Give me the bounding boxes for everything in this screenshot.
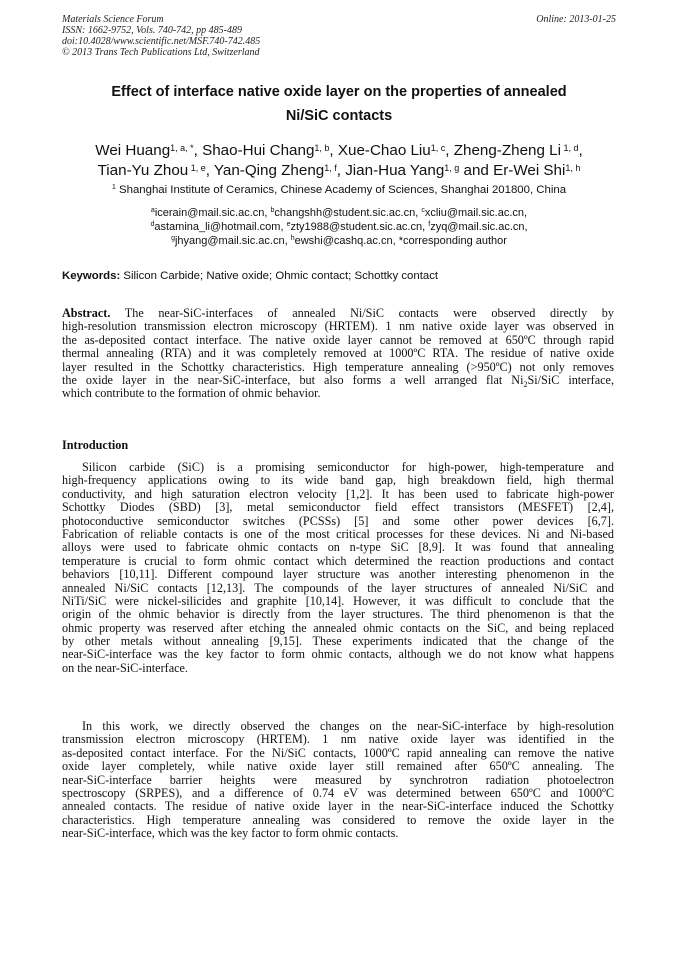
author-sup: 1, e [188,163,206,173]
subscript: 2 [523,379,528,389]
paragraph-line: near-SiC-interface barrier heights were measured by synchrotron radiation photoelectron [62,772,614,787]
abstract-line: which contribute to the formation of ohmic behavior. [62,386,321,401]
author-sup: 1, g [444,163,460,173]
affiliation-sup: 1 [111,184,116,191]
email-sup: h [290,235,295,242]
author-emails [62,206,616,248]
author-sup: 1, b [314,143,330,153]
paragraph-line: Silicon carbide (SiC) is a promising semiconductor for high-power, high-temperature and [82,460,614,474]
abstract-label: Abstract. [62,306,111,320]
email-sup: a [150,207,155,214]
author-sep: , [578,142,583,159]
paragraph-line: near-SiC-interface was the key factor to form ohmic contacts, although we do not know what happens [62,647,614,662]
introduction-paragraph-1 [62,461,614,675]
author-sup: 1, d [560,143,579,153]
email-text: zty1988@student.sic.ac.cn, [290,221,429,233]
email-sup: f [428,221,431,228]
email-text: xcliu@mail.sic.ac.cn, [424,207,528,219]
paragraph-line: annealed contacts. The residue of native oxide layer in the near-SiC-interface induced the Schottky [62,799,614,814]
keywords-text: Silicon Carbide; Native oxide; Ohmic contact; Schottky contact [120,270,439,282]
author-sup: 1, c [430,143,446,153]
email-sup: g [171,235,175,242]
paragraph-line: alloys were used to fabricate ohmic contacts on n-type SiC [8,9]. It was found that annealing [62,540,614,555]
journal-header [62,14,616,58]
paragraph-line: spectroscopy (SRPES), and a difference of 0.74 eV was determined between 650ºC and 1000ºC [62,785,614,800]
paragraph-line: origin of the ohmic behavior is directly from the layer structures. The third phenomenon is that the [62,607,614,622]
paragraph-line: NiTi/SiC were nickel-silicides and graphite [10,14]. However, it was difficult to conclude that the [62,593,614,608]
paragraph-line: In this work, we directly observed the changes on the near-SiC-interface by high-resolution [82,719,614,733]
author-sep: , [205,162,214,179]
email-line-1 [62,206,616,220]
paragraph-line: Schottky Diodes (SBD) [3], metal semiconductor field effect transistors (MESFET) [2,4], [62,500,614,515]
author-sep: and [459,162,494,179]
section-heading-introduction: Introduction [62,438,129,452]
doi-line: doi:10.4028/www.scientific.net/MSF.740-742.485 [62,36,261,47]
author-sup: 1, h [565,163,581,173]
paragraph-line: Fabrication of reliable contacts is one of the most critical processes for these devices. Ni and Ni-based [62,526,614,541]
issn-line: ISSN: 1662-9752, Vols. 740-742, pp 485-489 [62,25,242,36]
affiliation [62,183,616,197]
abstract-line: high-resolution transmission electron microscopy (HRTEM). 1 nm native oxide layer was observed in [62,319,614,334]
abstract-line: Abstract. The near-SiC-interfaces of annealed Ni/SiC contacts were observed directly by [62,306,614,320]
email-sup: c [421,207,425,214]
paragraph-line: temperature is crucial to form ohmic contact which determined the reaction productions and contact [62,553,614,568]
affiliation-text: Shanghai Institute of Ceramics, Chinese Academy of Sciences, Shanghai 201800, China [115,184,567,196]
paragraph-line: oxide layer completely, while native oxide layer still remained after 650ºC annealing. The [62,759,614,774]
abstract [62,307,614,401]
author-name: Xue-Chao Liu [337,142,431,159]
email-line-3 [62,234,616,248]
author-sup: 1, a, * [170,143,194,153]
abstract-line: the oxide layer in the near-SiC-interface, but also forms a well arranged flat $Ni_2Si$/SiC interface, [62,372,614,389]
author-sep: , [193,142,203,159]
paragraph-line: photoconductive semiconductor switches (PCSSs) [5] and some other power devices [6,7]. [62,513,614,528]
email-text: changshh@student.sic.ac.cn, [274,207,422,219]
keywords-label: Keywords: [62,270,121,282]
author-name: Jian-Hua Yang [345,162,445,179]
email-sup: b [270,207,275,214]
email-line-2 [62,220,616,234]
title-line-2: Ni/SiC contacts [285,108,393,124]
author-list [62,141,616,181]
author-line-1 [62,141,616,161]
author-name: Shao-Hui Chang [202,142,315,159]
paragraph-line: annealed Ni/SiC contacts [12,13]. The compounds of the layer structures of annealed Ni/SiC and [62,580,614,595]
author-name: Zheng-Zheng Li [453,142,561,159]
author-line-2 [62,161,616,181]
email-sup: d [150,221,155,228]
author-sup: 1, f [324,163,337,173]
email-text: astamina_li@hotmail.com, [154,221,287,233]
author-sep: , [445,142,454,159]
introduction-paragraph-2 [62,720,614,841]
copyright-line: © 2013 Trans Tech Publications Ltd, Switzerland [62,47,260,58]
email-text: icerain@mail.sic.ac.cn, [154,207,271,219]
keywords [62,269,616,283]
paragraph-line: transmission electron microscopy (HRTEM). 1 nm native oxide layer was identified in the [62,732,614,747]
author-sep: , [336,162,346,179]
paragraph-line: conductivity, and high saturation electron velocity [1,2]. It has been used to fabricate high-power [62,486,614,501]
paragraph-line: characteristics. High temperature annealing was considered to remove the oxide layer in the [62,812,614,827]
journal-name: Materials Science Forum [62,14,164,25]
email-text: ewshi@cashq.ac.cn, *corresponding author [294,235,507,247]
paragraph-line: ohmic property was reserved after etching the annealed ohmic contacts on the SiC, and being replaced [62,620,614,635]
paragraph-line: high-frequency applications owing to its wide band gap, high breakdown field, high thermal [62,473,614,488]
title-line-1: Effect of interface native oxide layer on the properties of annealed [111,84,567,100]
paragraph-line: near-SiC-interface, which was the key factor to form ohmic contacts. [62,826,399,841]
author-name: Yan-Qing Zheng [213,162,325,179]
paragraph-line: by other metals without annealing [9,15]. These experiments indicated that the change of the [62,634,614,649]
paper-title [62,80,616,128]
author-name: Wei Huang [95,142,171,159]
abstract-line: the as-deposited contact interface. The native oxide layer cannot be removed at 650ºC through rapid [62,332,614,347]
online-date: Online: 2013-01-25 [536,14,616,25]
paragraph-line: behaviors [10,11]. Different compound layer structure was another interesting phenomenon in the [62,567,614,582]
paragraph-line: on the near-SiC-interface. [62,660,188,675]
author-name: Er-Wei Shi [493,162,566,179]
email-text: jhyang@mail.sic.ac.cn, [174,235,291,247]
email-text: zyq@mail.sic.ac.cn, [430,221,528,233]
paragraph-line: as-deposited contact interface. For the Ni/SiC contacts, 1000ºC rapid annealing can remove the native [62,745,614,760]
author-sep: , [329,142,338,159]
abstract-line: thermal annealing (RTA) and it was completely removed at 1000ºC RTA. The residue of native oxide [62,346,614,361]
email-sup: e [286,221,291,228]
abstract-line: layer resulted in the Schottky characteristics. High temperature annealing (>950ºC) not only removes [62,359,614,374]
author-name: Tian-Yu Zhou [97,162,189,179]
